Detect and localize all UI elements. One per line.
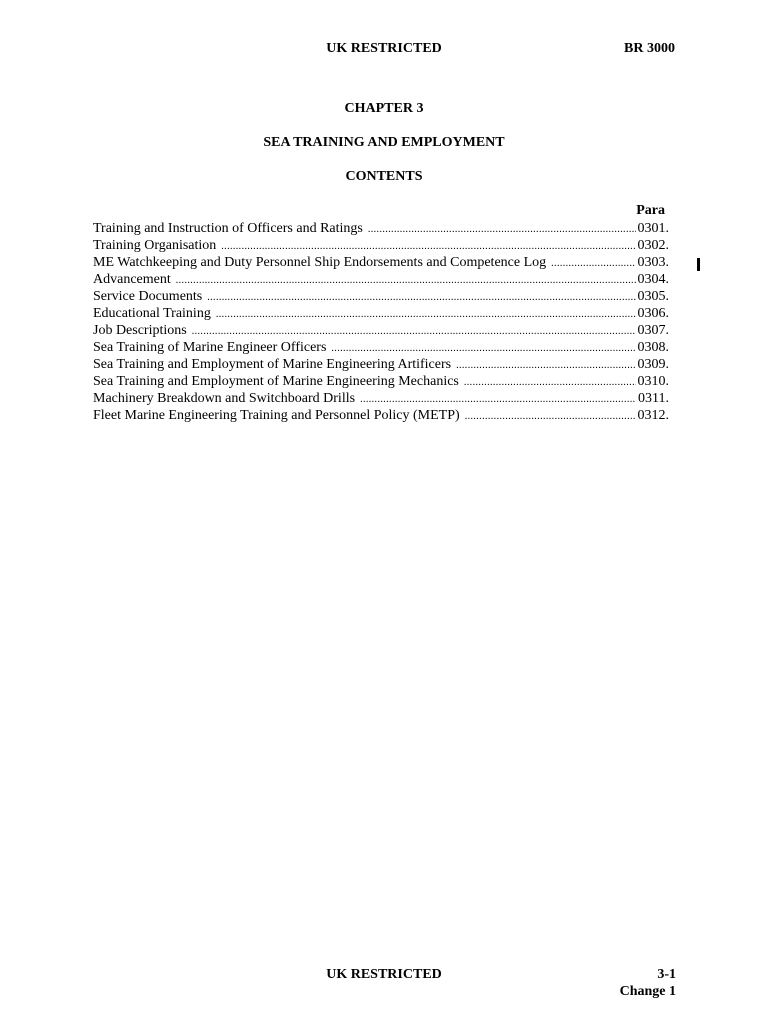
toc-entry-para: 0305. [637, 289, 669, 304]
toc-entry-title: Fleet Marine Engineering Training and Personnel Policy (METP) [93, 408, 460, 423]
page-number: 3-1 [657, 967, 676, 982]
toc-entry-title: Training Organisation [93, 238, 217, 253]
toc-entry-title: Sea Training and Employment of Marine Engineering Mechanics [93, 374, 459, 389]
dot-leader [331, 340, 635, 357]
change-label: Change 1 [619, 984, 676, 999]
para-column-label: Para [636, 203, 665, 218]
toc-entry[interactable] [93, 220, 669, 237]
change-bar-marker [697, 258, 700, 271]
toc-entry-title: Advancement [93, 272, 171, 287]
dot-leader [216, 306, 636, 323]
toc-entry-title: Service Documents [93, 289, 203, 304]
toc-entry[interactable] [93, 407, 669, 424]
dot-leader [464, 374, 636, 391]
dot-leader [551, 255, 635, 272]
toc-entry-title: Job Descriptions [93, 323, 187, 338]
toc-entry[interactable] [93, 322, 669, 339]
toc-entry-title: ME Watchkeeping and Duty Personnel Ship Endorsements and Competence Log [93, 255, 547, 270]
toc-entry-para: 0308. [637, 340, 669, 355]
document-reference: BR 3000 [624, 41, 675, 56]
toc-entry-para: 0302. [637, 238, 669, 253]
toc-entry-title: Sea Training and Employment of Marine Engineering Artificers [93, 357, 452, 372]
toc-entry-title: Sea Training of Marine Engineer Officers [93, 340, 327, 355]
toc-entry-para: 0303. [637, 255, 669, 270]
toc-entry-para: 0307. [637, 323, 669, 338]
dot-leader [192, 323, 636, 340]
chapter-title: SEA TRAINING AND EMPLOYMENT [263, 135, 505, 150]
dot-leader [176, 272, 636, 289]
toc-entry[interactable] [93, 373, 669, 390]
toc-entry-para: 0306. [637, 306, 669, 321]
dot-leader [207, 289, 635, 306]
toc-entry-title: Training and Instruction of Officers and Ratings [93, 221, 363, 236]
dot-leader [360, 391, 636, 408]
toc-entry-para: 0309. [637, 357, 669, 372]
dot-leader [456, 357, 635, 374]
toc-entry-title: Educational Training [93, 306, 211, 321]
toc-entry[interactable] [93, 305, 669, 322]
toc-entry[interactable] [93, 339, 669, 356]
toc-entry-para: 0301. [637, 221, 669, 236]
table-of-contents [93, 220, 669, 424]
toc-entry[interactable] [93, 288, 669, 305]
toc-entry-para: 0311. [638, 391, 669, 406]
toc-entry[interactable] [93, 237, 669, 254]
toc-entry-para: 0304. [637, 272, 669, 287]
dot-leader [221, 238, 635, 255]
toc-entry[interactable] [93, 271, 669, 288]
contents-heading: CONTENTS [345, 169, 423, 184]
chapter-heading: CHAPTER 3 [344, 101, 424, 116]
toc-entry-para: 0312. [637, 408, 669, 423]
footer-classification: UK RESTRICTED [326, 967, 442, 982]
toc-entry[interactable] [93, 356, 669, 373]
toc-entry-para: 0310. [637, 374, 669, 389]
toc-entry-title: Machinery Breakdown and Switchboard Drills [93, 391, 356, 406]
toc-entry[interactable] [93, 390, 669, 407]
dot-leader [465, 408, 636, 425]
toc-entry[interactable] [93, 254, 669, 271]
header-classification: UK RESTRICTED [326, 41, 442, 56]
dot-leader [368, 221, 636, 238]
